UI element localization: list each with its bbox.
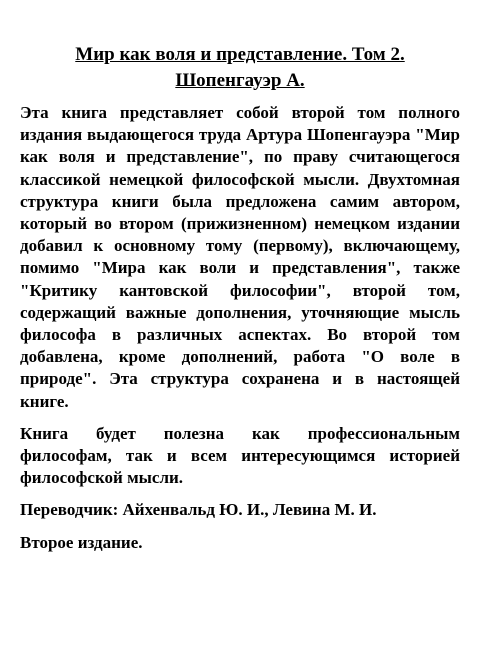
description-paragraph: Эта книга представляет собой второй том полного издания выдающегося труда Артура Шопенгауэра "Мир как воля и представление", по праву считающегося классикой немецкой философской мысли. Двухтомная структура книги была предложена самим автором, который во втором (прижизненном) немецком издании добавил к основному тому (первому), включающему, помимо "Мира как воли и представления", также "Критику кантовской философии", второй том, содержащий важные дополнения, уточняющие мысль философа в различных аспектах. Во второй том добавлена, кроме дополнений, работа "О воле в природе". Эта структура сохранена и в настоящей книге. <box>20 103 460 411</box>
title-line-2: Шопенгауэр А. <box>175 70 305 91</box>
audience-paragraph: Книга будет полезна как профессиональным философам, так и всем интересующимся историей философской мысли. <box>20 423 460 488</box>
translators-paragraph: Переводчик: Айхенвальд Ю. И., Левина М. И. <box>20 500 377 520</box>
edition-paragraph: Второе издание. <box>20 532 143 552</box>
document-title <box>20 42 460 94</box>
title-line-1: Мир как воля и представление. Том 2. <box>75 44 405 65</box>
document-page <box>20 42 460 554</box>
